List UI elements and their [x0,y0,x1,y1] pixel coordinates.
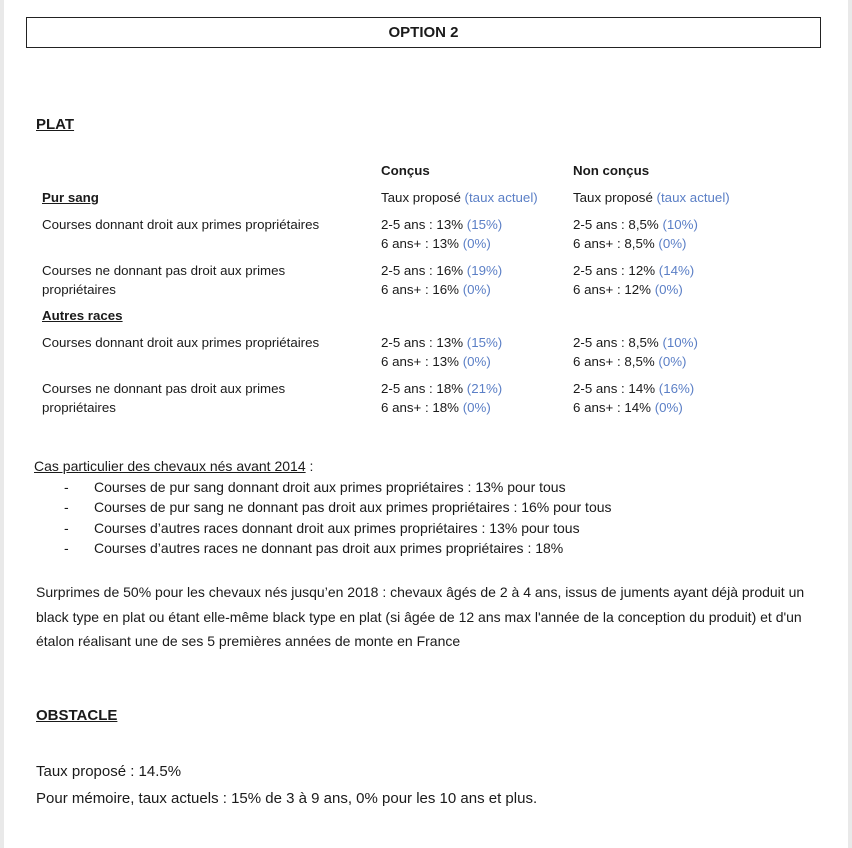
non-concus-rates [573,261,694,299]
taux-propose-label: Taux proposé [573,190,653,205]
rate-line: 6 ans+ : 13% (0%) [381,236,491,251]
option-title-box [26,17,821,48]
row-label [42,215,319,234]
pur-sang-heading: Pur sang [42,190,99,205]
col-header-concus: Conçus [381,163,430,178]
special-case-list [34,477,612,559]
special-case-section [34,456,612,559]
rate-line: 2-5 ans : 12% (14%) [573,263,695,278]
autres-races-heading: Autres races [42,308,123,323]
row-label [42,379,285,417]
taux-propose-label: Taux proposé [381,190,461,205]
row-label-line: Courses donnant droit aux primes propriétaires [42,217,320,232]
rate-line: 6 ans+ : 14% (0%) [573,400,683,415]
non-concus-rates [573,379,694,417]
obstacle-body [36,758,537,812]
concus-rates [381,333,502,371]
row-label-line: Courses ne donnant pas droit aux primes [42,381,286,396]
obstacle-reminder: Pour mémoire, taux actuels : 15% de 3 à 9 ans, 0% pour les 10 ans et plus. [36,790,538,807]
taux-actuel-label: (taux actuel) [656,190,730,205]
list-item: - Courses d’autres races ne donnant pas droit aux primes propriétaires : 18% [34,538,612,559]
rate-line: 6 ans+ : 13% (0%) [381,354,491,369]
non-concus-rates [573,333,698,371]
rate-line: 6 ans+ : 12% (0%) [573,282,683,297]
option-title: OPTION 2 [388,24,459,41]
obstacle-rate: Taux proposé : 14.5% [36,763,182,780]
rate-line: 2-5 ans : 14% (16%) [573,381,695,396]
rate-line: 2-5 ans : 8,5% (10%) [573,217,698,232]
obstacle-heading: OBSTACLE [36,707,118,724]
concus-rates [381,215,502,253]
special-case-heading-suffix: : [305,458,314,474]
special-case-heading-line [34,456,612,477]
list-item: - Courses de pur sang ne donnant pas droit aux primes propriétaires : 16% pour tous [34,497,612,518]
rate-line: 2-5 ans : 18% (21%) [381,381,503,396]
list-item: - Courses de pur sang donnant droit aux primes propriétaires : 13% pour tous [34,477,612,498]
col-header-non-concus: Non conçus [573,163,650,178]
special-case-heading: Cas particulier des chevaux nés avant 2014 [34,458,306,474]
row-label [42,261,285,299]
rate-line: 2-5 ans : 8,5% (10%) [573,335,698,350]
concus-rate-header [381,188,538,207]
row-label-line: propriétaires [42,400,116,415]
rate-line: 2-5 ans : 13% (15%) [381,217,503,232]
rate-line: 6 ans+ : 8,5% (0%) [573,236,687,251]
rate-line: 2-5 ans : 13% (15%) [381,335,503,350]
non-concus-rate-header [573,188,730,207]
rate-line: 2-5 ans : 16% (19%) [381,263,503,278]
document-page [4,0,848,848]
concus-rates [381,379,502,417]
rate-line: 6 ans+ : 18% (0%) [381,400,491,415]
row-label-line: Courses ne donnant pas droit aux primes [42,263,286,278]
rate-line: 6 ans+ : 8,5% (0%) [573,354,687,369]
concus-rates [381,261,502,299]
row-label-line: Courses donnant droit aux primes propriétaires [42,335,320,350]
row-label [42,333,319,352]
taux-actuel-label: (taux actuel) [464,190,538,205]
non-concus-rates [573,215,698,253]
list-item: - Courses d’autres races donnant droit aux primes propriétaires : 13% pour tous [34,518,612,539]
rate-line: 6 ans+ : 16% (0%) [381,282,491,297]
plat-heading: PLAT [36,116,75,133]
surprime-paragraph: Surprimes de 50% pour les chevaux nés jusqu’en 2018 : chevaux âgés de 2 à 4 ans, issus de juments ayant déjà produit un black type en plat ou étant elle-même black type en plat (si âgée de 12 ans max l'année de la conception du produit) et d'un étalon réalisant une de ses 5 premières années de monte en France [36,584,805,649]
row-label-line: propriétaires [42,282,116,297]
